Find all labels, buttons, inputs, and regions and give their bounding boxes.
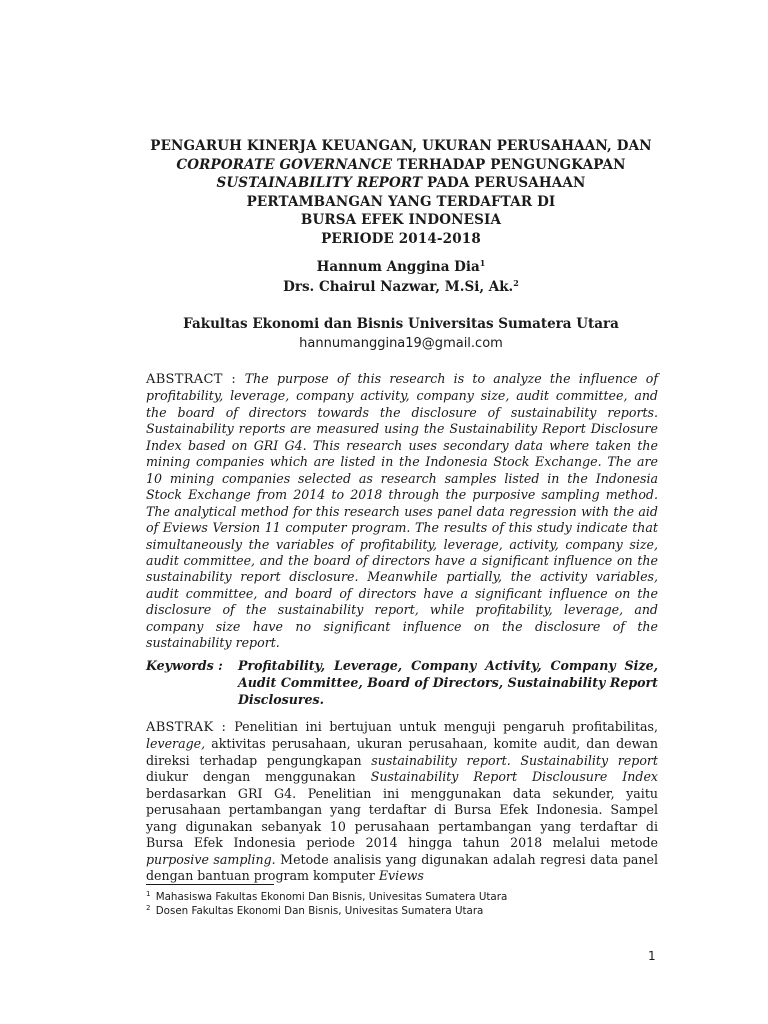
footnote-1-mark: 1 <box>146 890 151 898</box>
abstrak-text-4: berdasarkan GRI G4. Penelitian ini menggunakan data sekunder, yaitu perusahaan pertambangan yang terdaftar di Bursa Efek Indonesia. Sampel yang digunakan sebanyak 10 perusahaan pertambangan yang terdaftar di Bursa Efek Indonesia periode 2014 hingga tahun 2018 melalui metode <box>146 785 658 851</box>
title-line-4: PERTAMBANGAN YANG TERDAFTAR DI <box>246 193 556 210</box>
abstrak-text-1: Penelitian ini bertujuan untuk menguji pengaruh profitabilitas, <box>234 719 658 734</box>
abstrak-italic-5: Eviews <box>378 868 424 884</box>
abstrak-italic-3: Sustainability Report Disclousure Index <box>370 769 658 785</box>
title-line-5: BURSA EFEK INDONESIA <box>300 212 502 229</box>
footnote-2-mark: 2 <box>146 904 151 912</box>
abstract-text: The purpose of this research is to analyze the influence of profitability, leverage, company activity, company size, audit committee, and the board of directors towards the disclosure of sustainability reports. Sustainability reports are measured using the Sustainability Report Disclosure Index based on GRI G4. This research uses secondary data where taken the mining companies which are listed in the Indonesia Stock Exchange. The are 10 mining companies selected as research samples listed in the Indonesia Stock Exchange from 2014 to 2018 through the purposive sampling method. The analytical method for this research uses panel data regression with the aid of Eviews Version 11 computer program. The results of this study indicate that simultaneously the variables of profitability, leverage, activity, company size, audit committee, and the board of directors have a significant influence on the sustainability report disclosure. Meanwhile partially, the activity variables, audit committee, and board of directors have a significant influence on the disclosure of the sustainability report, while profitability, leverage, and company size have no significant influence on the disclosure of the sustainability report. <box>146 371 658 651</box>
footnote-2-text: Dosen Fakultas Ekonomi Dan Bisnis, Univesitas Sumatera Utara <box>152 905 484 917</box>
abstract-indonesian <box>146 719 658 885</box>
title-line-3 <box>120 174 682 193</box>
affiliation <box>120 315 682 353</box>
abstrak-italic-1: leverage, <box>146 736 206 752</box>
footnote-divider <box>146 884 274 885</box>
abstrak-text-5: Metode analisis yang digunakan adalah regresi data panel dengan bantuan program komputer <box>146 851 658 884</box>
footnote-1 <box>146 890 666 904</box>
title-line-3-rest: PADA PERUSAHAAN <box>422 175 586 192</box>
title-line-6: PERIODE 2014-2018 <box>321 230 481 247</box>
keywords-label: Keywords : <box>146 658 223 673</box>
abstrak-label: ABSTRAK : <box>146 720 235 735</box>
footnotes <box>146 890 666 918</box>
title-line-2-italic: CORPORATE GOVERNANCE <box>176 156 393 173</box>
author-2 <box>120 277 682 297</box>
abstrak-italic-4: purposive sampling. <box>146 851 276 867</box>
title-line-2-rest: TERHADAP PENGUNGKAPAN <box>392 156 626 173</box>
author-1 <box>120 257 682 277</box>
title-line-2 <box>120 156 682 175</box>
author-1-footnote-mark: 1 <box>479 258 486 268</box>
institution: Fakultas Ekonomi dan Bisnis Universitas Sumatera Utara <box>183 316 619 332</box>
author-2-footnote-mark: 2 <box>513 278 519 288</box>
author-list <box>120 257 682 297</box>
title-line-1: PENGARUH KINERJA KEUANGAN, UKURAN PERUSAHAAN, DAN <box>150 138 652 154</box>
footnote-1-text: Mahasiswa Fakultas Ekonomi Dan Bisnis, Univesitas Sumatera Utara <box>152 891 508 903</box>
abstrak-text-2: aktivitas perusahaan, ukuran perusahaan, komite audit, dan dewan direksi terhadap pengungkapan <box>146 736 658 768</box>
paper-title <box>120 137 682 249</box>
abstract-english <box>146 371 658 652</box>
title-line-3-italic: SUSTAINABILITY REPORT <box>216 175 423 192</box>
author-2-name: Drs. Chairul Nazwar, M.Si, Ak. <box>283 279 514 295</box>
page-number: 1 <box>648 949 656 963</box>
abstract-label: ABSTRACT : <box>146 372 245 387</box>
keywords-text: Profitability, Leverage, Company Activity, Company Size, Audit Committee, Board of Directors, Sustainability Report Disclosures. <box>238 658 658 707</box>
footnote-2 <box>146 904 666 918</box>
author-email[interactable]: hannumanggina19@gmail.com <box>299 336 503 351</box>
abstrak-text-3: diukur dengan menggunakan <box>146 769 371 785</box>
abstrak-italic-2: sustainability report. Sustainability report <box>371 752 658 768</box>
author-1-name: Hannum Anggina Dia <box>316 259 480 275</box>
